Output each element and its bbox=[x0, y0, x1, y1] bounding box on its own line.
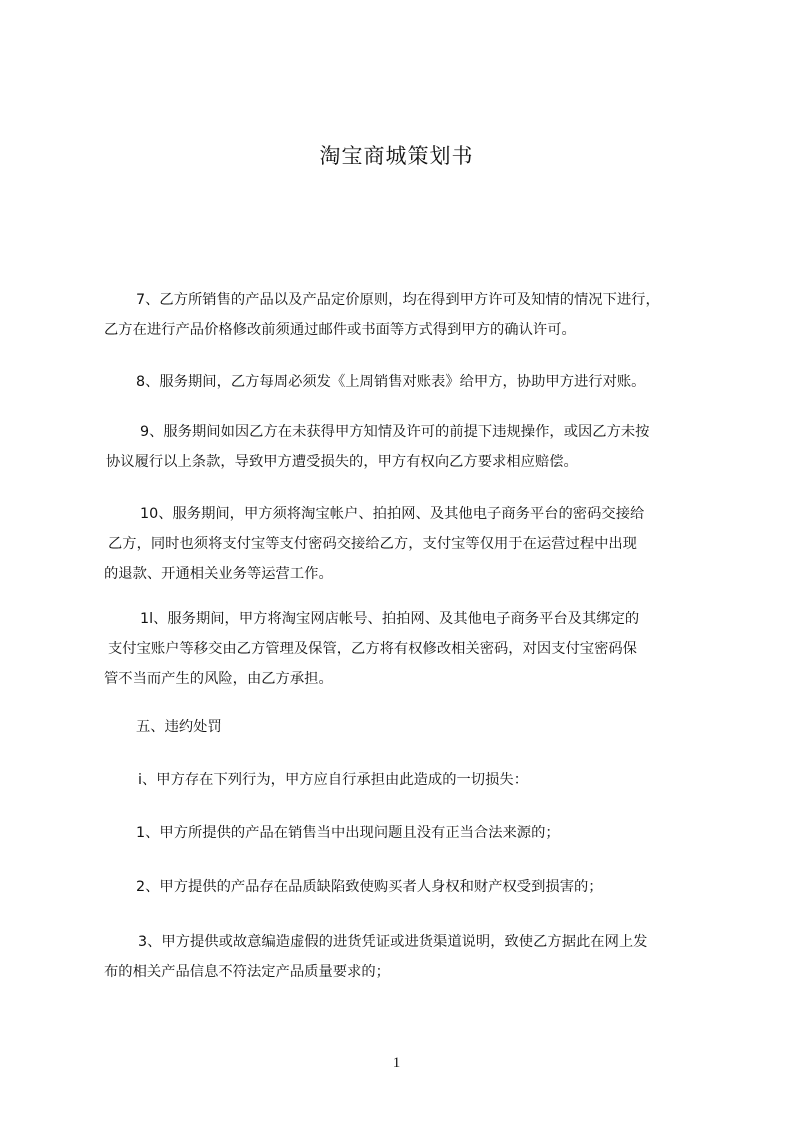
page-number: 1 bbox=[392, 1055, 401, 1071]
clause-10-line-3: 的退款、开通相关业务等运营工作。 bbox=[104, 566, 333, 582]
penalty-3-line-1: 3、甲方提供或故意编造虚假的进货凭证或进货渠道说明，致使乙方据此在网上发 bbox=[138, 934, 648, 950]
clause-10-line-2: 乙方，同时也须将支付宝等支付密码交接给乙方，支付宝等仅用于在运营过程中出现 bbox=[108, 536, 637, 552]
penalty-2-line-1: 2、甲方提供的产品存在品质缺陷致使购买者人身权和财产权受到损害的； bbox=[136, 879, 603, 895]
clause-11 bbox=[104, 604, 724, 694]
clause-9-line-2: 协议履行以上条款，导致甲方遭受损失的，甲方有权向乙方要求相应赔偿。 bbox=[106, 454, 578, 470]
penalty-1 bbox=[104, 818, 724, 848]
clause-11-line-3: 管不当而产生的风险，由乙方承担。 bbox=[104, 671, 333, 687]
penalty-1-line-1: 1、甲方所提供的产品在销售当中出现问题且没有正当合法来源的； bbox=[136, 825, 560, 841]
penalty-2 bbox=[104, 872, 724, 902]
clause-8-line-1: 8、服务期间，乙方每周必须发《上周销售对账表》给甲方，协助甲方进行对账。 bbox=[136, 374, 646, 390]
clause-10 bbox=[104, 499, 724, 589]
clause-10-line-1: 10、服务期间，甲方须将淘宝帐户、拍拍网、及其他电子商务平台的密码交接给 bbox=[140, 506, 645, 522]
penalty-3 bbox=[104, 927, 724, 987]
section-5-heading-text: 五、违约处罚 bbox=[136, 719, 222, 735]
document-title: 淘宝商城策划书 bbox=[319, 144, 474, 168]
clause-7-line-1: 7、乙方所销售的产品以及产品定价原则，均在得到甲方许可及知情的情况下进行， bbox=[136, 292, 660, 308]
clause-11-line-2: 支付宝账户等移交由乙方管理及保管，乙方将有权修改相关密码，对因支付宝密码保 bbox=[108, 641, 637, 657]
penalty-i bbox=[104, 765, 724, 795]
penalty-3-line-2: 布的相关产品信息不符法定产品质量要求的； bbox=[104, 964, 390, 980]
clause-9-line-1: 9、服务期间如因乙方在未获得甲方知情及许可的前提下违规操作，或因乙方未按 bbox=[140, 424, 650, 440]
clause-7 bbox=[104, 285, 724, 345]
section-5-heading bbox=[104, 712, 724, 742]
clause-8 bbox=[104, 367, 724, 397]
penalty-i-line-1: i、甲方存在下列行为，甲方应自行承担由此造成的一切损失： bbox=[138, 772, 528, 788]
clause-11-line-1: 1l、服务期间，甲方将淘宝网店帐号、拍拍网、及其他电子商务平台及其绑定的 bbox=[140, 611, 640, 627]
clause-9 bbox=[104, 417, 724, 477]
clause-7-line-2: 乙方在进行产品价格修改前须通过邮件或书面等方式得到甲方的确认许可。 bbox=[104, 322, 576, 338]
